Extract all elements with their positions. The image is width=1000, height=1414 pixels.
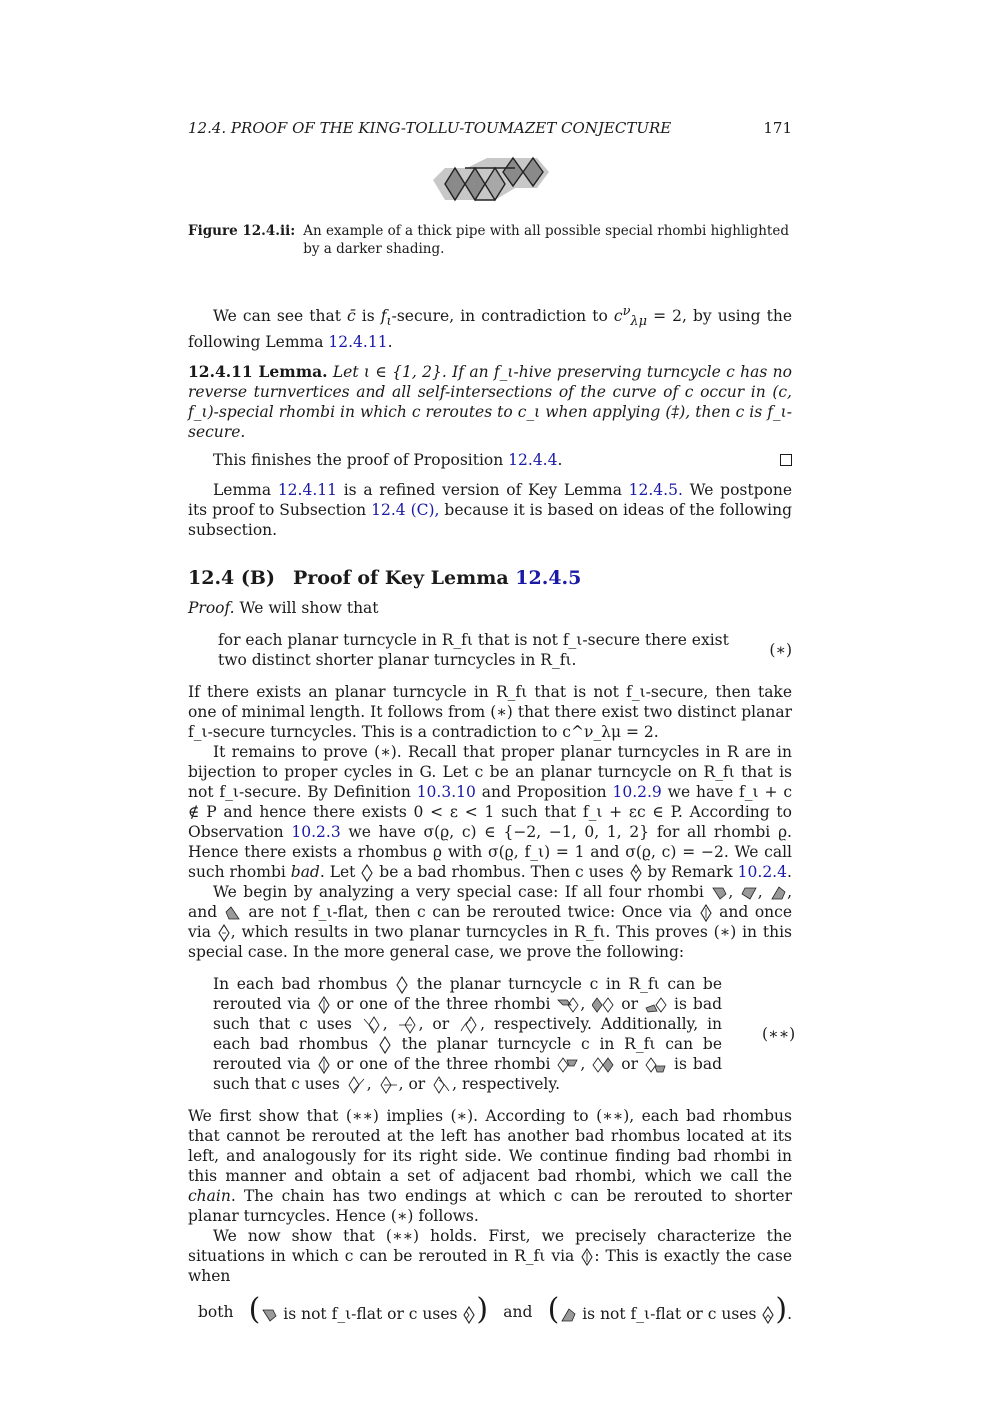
rhombus-via-icon <box>318 1056 330 1074</box>
lemma-12-4-11 <box>188 362 792 442</box>
uses-path-icon <box>378 1076 398 1094</box>
figure-caption-text: An example of a thick pipe with all possible special rhombi highlighted by a darker shading. <box>303 223 789 257</box>
ref-subsection-c[interactable]: 12.4 (C), <box>371 501 440 520</box>
uses-path-icon <box>431 1076 451 1094</box>
shaded-pair-icon <box>645 1057 667 1073</box>
rhombus-uses-icon <box>762 1306 774 1324</box>
ref-prop-10-2-9[interactable]: 10.2.9 <box>612 783 662 802</box>
qed-box-icon <box>780 454 792 466</box>
uses-path-icon <box>362 1016 382 1034</box>
display-double-star-tag: (∗∗) <box>762 1025 796 1044</box>
ref-prop-12-4-4[interactable]: 12.4.4 <box>508 451 558 470</box>
rhombus-icon <box>379 1036 391 1054</box>
section-heading: 12.4 (B) Proof of Key Lemma 12.4.5 <box>188 567 582 590</box>
ref-lemma-12-4-11-b[interactable]: 12.4.11 <box>277 481 337 500</box>
uses-path-icon <box>459 1016 479 1034</box>
ref-remark-10-2-4[interactable]: 10.2.4 <box>737 863 787 882</box>
rhombus-uses-icon <box>463 1306 475 1324</box>
paragraph-refined-version: Lemma 12.4.11 is a refined version of Key Lemma 12.4.5. We postpone its proof to Subsection 12.4 (C), because it is based on ideas of the following subsection. <box>188 481 792 540</box>
figure-thick-pipe <box>188 156 792 212</box>
paragraph-characterize: We now show that (∗∗) holds. First, we precisely characterize the situations in which c can be rerouted in R_fι via : This is exactly the case when <box>188 1227 793 1286</box>
rhombus-via-icon <box>218 924 230 942</box>
proof-intro: Proof. We will show that <box>188 599 379 618</box>
condition-right: ( is not f_ι-flat or c uses ). <box>547 1292 792 1328</box>
figure-caption <box>188 222 792 258</box>
condition-left: ( is not f_ι-flat or c uses ) <box>248 1292 489 1328</box>
shaded-rhombus-icon <box>225 905 241 921</box>
rhombus-via-icon <box>581 1248 593 1266</box>
paragraph-minimal-length: If there exists an planar turncycle in R_fι that is not f_ι-secure, then take one of minimal length. It follows from (∗) that there exist two distinct planar f_ι-secure turncycles. This is a contradiction to c^ν_λμ = 2. <box>188 683 792 742</box>
paragraph-special-case: We begin by analyzing a very special case: If all four rhombi , , , and are not f_ι-flat, then c can be rerouted twice: Once via and once via , which results in two planar turncycles in R_fι. This proves (∗) in this special case. In the more general case, we prove the following: <box>188 883 793 962</box>
rhombus-uses-icon <box>630 864 642 882</box>
ref-obs-10-2-3[interactable]: 10.2.3 <box>291 823 341 842</box>
finish-text: This finishes the proof of Proposition 12.4.4. <box>213 451 563 470</box>
page-number: 171 <box>763 119 792 137</box>
proof-label: Proof. <box>188 599 235 618</box>
shaded-rhombus-icon <box>560 1307 576 1323</box>
shaded-rhombus-icon <box>770 885 786 901</box>
thick-pipe-diagram <box>425 156 555 212</box>
rhombus-via-icon <box>700 904 712 922</box>
display-double-star-text: In each bad rhombus the planar turncycle c in R_fι can be rerouted via or one of the three rhombi , or is bad such that c uses , , or , respectively. Additionally, in each bad rhombus the planar turncycle c in R_fι can be rerouted via or one of the three rhombi , or is bad such that c uses , , or , respectively. <box>213 975 723 1094</box>
shaded-pair-icon <box>592 997 614 1013</box>
rhombus-icon <box>396 976 408 994</box>
proof-end-line <box>188 450 792 470</box>
lemma-body: Let ι ∈ {1, 2}. If an f_ι-hive preserving turncycle c has no reverse turnvertices and all self-intersections of the curve of c occur in (c, f_ι)-special rhombi in which c reroutes to c_ι when applying (‡), then c is f_ι-secure. <box>188 363 792 442</box>
shaded-rhombus-icon <box>711 885 727 901</box>
shaded-pair-icon <box>557 997 579 1013</box>
shaded-rhombus-icon <box>741 885 757 901</box>
display-star <box>188 630 792 670</box>
display-star-text: for each planar turncycle in R_fι that is not f_ι-secure there exist two distinct shorter planar turncycles in R_fι. <box>218 631 729 670</box>
running-header <box>188 118 792 138</box>
both-condition <box>188 1292 792 1328</box>
rhombus-icon <box>361 864 373 882</box>
uses-path-icon <box>346 1076 366 1094</box>
ref-key-lemma-heading[interactable]: 12.4.5 <box>515 567 582 590</box>
rhombus-via-icon <box>318 996 330 1014</box>
figure-label: Figure 12.4.ii: <box>188 223 296 239</box>
paragraph-secure: We can see that c̄ is $f_\iota$-secure, in contradiction to $c^\nu_{\lambda\mu} = 2$, by using the following Lemma 12.4.11. <box>188 304 793 352</box>
shaded-pair-icon <box>557 1057 579 1073</box>
page <box>188 118 796 1328</box>
header-title: 12.4. PROOF OF THE KING-TOLLU-TOUMAZET CONJECTURE <box>188 119 672 137</box>
paragraph-chain: We first show that (∗∗) implies (∗). According to (∗∗), each bad rhombus that cannot be rerouted at the left has another bad rhombus located at its left, and analogously for its right side. We continue finding bad rhombi in this manner and obtain a set of adjacent bad rhombi, which we call the chain. The chain has two endings at which c can be rerouted to shorter planar turncycles. Hence (∗) follows. <box>188 1107 792 1226</box>
both-label: both <box>198 1303 234 1322</box>
and-label: and <box>503 1303 533 1322</box>
display-star-tag: (∗) <box>769 641 792 660</box>
uses-path-icon <box>398 1016 418 1034</box>
shaded-pair-icon <box>592 1057 614 1073</box>
ref-key-lemma[interactable]: 12.4.5. <box>628 481 683 500</box>
ref-lemma-12-4-11[interactable]: 12.4.11 <box>328 333 388 352</box>
shaded-rhombus-icon <box>261 1307 277 1323</box>
paragraph-remains-to-prove: It remains to prove (∗). Recall that proper planar turncycles in R are in bijection to proper cycles in G. Let c be an planar turncycle on R_fι that is not f_ι-secure. By Definition 10.3.10 and Proposition 10.2.9 we have f_ι + c ∉ P and hence there exists 0 < ε < 1 such that f_ι + εc ∈ P. According to Observation 10.2.3 we have σ(ϱ, c) ∈ {−2, −1, 0, 1, 2} for all rhombi ϱ. Hence there exists a rhombus ϱ with σ(ϱ, f_ι) = 1 and σ(ϱ, c) = −2. We call such rhombi bad. Let be a bad rhombus. Then c uses by Remark 10.2.4. <box>188 743 793 882</box>
lemma-heading: 12.4.11 Lemma. <box>188 362 328 382</box>
ref-def-10-3-10[interactable]: 10.3.10 <box>416 783 476 802</box>
shaded-pair-icon <box>645 997 667 1013</box>
display-double-star <box>188 974 796 1094</box>
